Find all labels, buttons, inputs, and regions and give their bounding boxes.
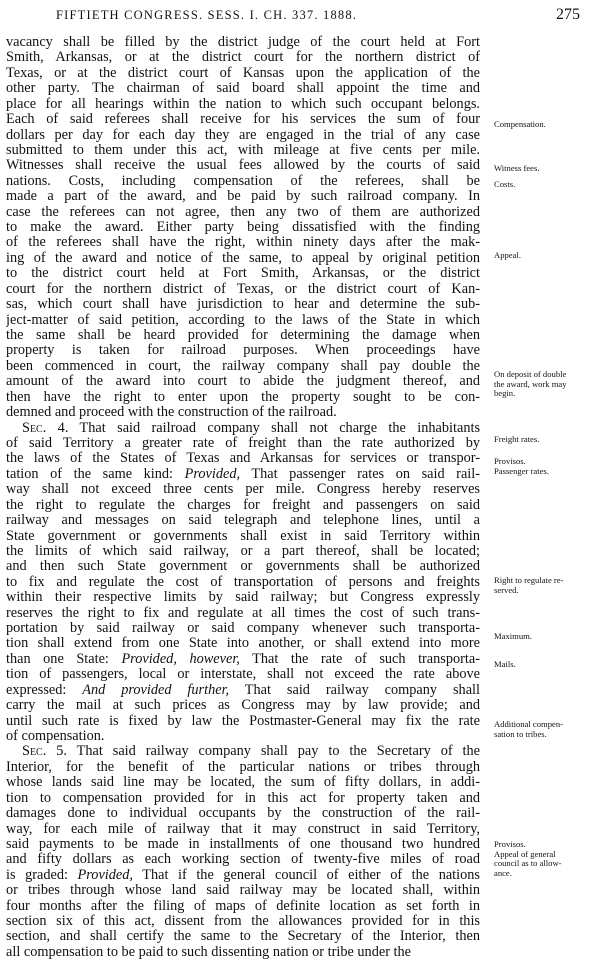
text-line (6, 390, 480, 405)
margin-note-line: Witness fees. (494, 163, 540, 173)
text-segment: State government or governments shall exist in said Territory within (6, 528, 480, 544)
text-segment: railway and messages on said telegraph and telephone lines, until a (6, 513, 480, 529)
text-line (6, 50, 480, 65)
text-segment: dollars per day for each day they are engaged in the trial of any case (6, 127, 480, 143)
margin-note (494, 720, 598, 739)
margin-note (494, 457, 598, 476)
text-segment: all compensation to be paid to such dissenting nation or tribe under the (6, 944, 411, 960)
text-line (6, 899, 480, 914)
text-line (6, 467, 480, 482)
text-segment: That said railway company shall pay to the Secretary of the (66, 744, 480, 760)
text-segment: tion of passengers, local or interstate, shall not exceed the rate above (6, 667, 480, 683)
text-line (6, 621, 480, 636)
text-line (6, 112, 480, 127)
text-segment: to fix and regulate the cost of transportation of persons and freights (6, 574, 480, 590)
margin-note (494, 840, 598, 878)
text-segment: way shall not exceed three cents per mile. Congress hereby reserves (6, 482, 480, 498)
text-segment: to make the award. Either party being dissatisfied with the finding (6, 220, 480, 236)
text-segment: vacancy shall be filled by the district judge of the court held at Fort (6, 35, 480, 50)
text-segment: of compensation. (6, 728, 105, 744)
text-segment: damages done to individual occupants by the construction of the rail- (6, 806, 480, 822)
text-segment: until such rate is fixed by law the Postmaster-General may fix the rate (6, 713, 480, 729)
margin-note (494, 251, 598, 261)
text-line (6, 405, 480, 420)
margin-note-line: Freight rates. (494, 434, 540, 444)
text-line (6, 544, 480, 559)
text-line (6, 606, 480, 621)
margin-note-line: ance. (494, 867, 512, 878)
text-segment: case the referees can not agree, then any two of them are authorized (6, 204, 480, 220)
margin-note-line: Appeal of general (494, 848, 556, 859)
text-segment: ing of the award and notice of the same, to appeal by original petition (6, 250, 480, 266)
text-segment: way, for each mile of railway that it may construct in said Territory, (6, 821, 480, 837)
text-line (6, 451, 480, 466)
text-segment: Each of said referees shall receive for his services the sum of four (6, 112, 480, 128)
text-line (6, 868, 480, 883)
text-line (6, 421, 480, 436)
text-segment: of the referees shall have the right, within ninety days after the mak- (6, 235, 480, 251)
text-segment: is graded: (6, 867, 78, 883)
text-segment: Witnesses shall receive the usual fees allowed by the courts of said (6, 158, 480, 174)
margin-note (494, 164, 598, 174)
text-line (6, 945, 480, 960)
text-segment: to the district court held at Fort Smith, Arkansas, or the district (6, 266, 480, 282)
text-segment: sas, which court shall have jurisdiction to hear and determine the sub- (6, 297, 480, 313)
text-line (6, 883, 480, 898)
text-line (6, 852, 480, 867)
text-segment: or tribes through whose land said railway may be located shall, within (6, 883, 480, 899)
margin-note-line: On deposit of double (494, 369, 567, 379)
margin-note-line: Right to regulate re- (494, 575, 564, 585)
text-line (6, 652, 480, 667)
proviso-term: Provided, however, (121, 651, 240, 667)
text-line (6, 174, 480, 189)
section-heading: Sec. 5. (22, 744, 67, 760)
text-line (6, 328, 480, 343)
text-segment: than one State: (6, 651, 122, 667)
margin-note-line: served. (494, 584, 519, 595)
text-line (6, 714, 480, 729)
text-segment: That said railway company shall (229, 682, 480, 698)
text-line (6, 791, 480, 806)
text-segment: nations. Costs, including compensation of the referees, shall be (6, 173, 480, 189)
text-segment: carry the mail at such prices as Congress may by law provide; and (6, 698, 480, 714)
margin-note-line: the award, work may (494, 378, 567, 389)
text-line (6, 914, 480, 929)
proviso-term: And provided further, (82, 682, 230, 698)
text-line (6, 297, 480, 312)
text-line (6, 251, 480, 266)
margin-note-line: sation to tribes. (494, 728, 547, 739)
text-line (6, 929, 480, 944)
text-line (6, 143, 480, 158)
text-segment: place for all hearings within the nation to which such occupant belongs. (6, 96, 480, 112)
margin-note-line: Provisos. (494, 839, 526, 849)
text-segment: That said railroad company shall not charge the inhabitants (68, 420, 480, 436)
text-segment: tation of the same kind: (6, 466, 185, 482)
text-line (6, 498, 480, 513)
text-segment: been commenced in court, the railway company shall pay double the (6, 358, 480, 374)
margin-note (494, 180, 598, 190)
text-line (6, 35, 480, 50)
margin-note-line: Additional compen- (494, 719, 563, 729)
text-segment: and fifty dollars as each working section of twenty-five miles of road (6, 852, 480, 868)
text-segment: property is taken for railroad purposes. When proceedings have (6, 343, 480, 359)
text-segment: then have the right to enter upon the property sought to be con- (6, 389, 480, 405)
text-segment: section, and shall certify the same to the Secretary of the Interior, then (6, 929, 480, 945)
text-segment: That if the general council of either of the nations (132, 867, 480, 883)
text-line (6, 436, 480, 451)
statute-text-column (6, 35, 480, 960)
text-line (6, 636, 480, 651)
text-line (6, 482, 480, 497)
margin-note-line: Provisos. (494, 456, 526, 466)
text-line (6, 744, 480, 759)
text-line (6, 282, 480, 297)
text-line (6, 529, 480, 544)
text-segment: whose lands said line may be located, the sum of fifty dollars, in addi- (6, 775, 480, 791)
text-segment: Interior, for the benefit of the particular nations or tribes through (6, 759, 480, 775)
text-line (6, 128, 480, 143)
text-segment: ject-matter of said petition, according to the laws of the State in which (6, 312, 480, 328)
text-segment: tion shall extend from one State into another, or shall extend into more (6, 636, 480, 652)
text-line (6, 729, 480, 744)
text-line (6, 343, 480, 358)
page-number: 275 (556, 6, 580, 23)
margin-note-line: council as to allow- (494, 858, 562, 869)
text-segment: section six of this act, dissent from the allowances provided for in this (6, 914, 480, 930)
text-line (6, 313, 480, 328)
margin-note-line: Compensation. (494, 119, 546, 129)
text-line (6, 235, 480, 250)
text-segment: and then such State government or governments shall be authorized (6, 559, 480, 575)
text-segment: other party. The chairman of said board shall appoint the time and (6, 81, 480, 97)
text-segment: Texas, or at the district court of Kansas upon the application of the (6, 65, 480, 81)
margin-note-line: Passenger rates. (494, 465, 549, 476)
text-segment: amount of the award into court to abide the judgment thereof, and (6, 374, 480, 390)
text-line (6, 559, 480, 574)
margin-note (494, 576, 598, 595)
text-segment: Smith, Arkansas, or at the district court for the northern district of (6, 50, 480, 66)
text-segment: within their respective limits by said railway; but Congress expressly (6, 590, 480, 606)
text-line (6, 97, 480, 112)
text-line (6, 822, 480, 837)
margin-note-line: Appeal. (494, 250, 521, 260)
text-line (6, 359, 480, 374)
text-segment: court for the northern district of Texas, or the district court of Kan- (6, 281, 480, 297)
text-segment: the right to regulate the charges for freight and passengers on said (6, 497, 480, 513)
text-segment: made a part of the award, and be paid by such railroad company. In (6, 189, 480, 205)
text-line (6, 590, 480, 605)
text-line (6, 205, 480, 220)
text-segment: said payments to be made in installments of one thousand two hundred (6, 836, 480, 852)
text-segment: the limits of which said railway, or a part thereof, shall be located; (6, 543, 480, 559)
margin-note-line: begin. (494, 388, 516, 399)
text-line (6, 374, 480, 389)
text-line (6, 189, 480, 204)
text-segment: of said Territory a greater rate of freight than the rate authorized by (6, 435, 480, 451)
text-segment: expressed: (6, 682, 83, 698)
text-line (6, 806, 480, 821)
proviso-term: Provided, (77, 867, 133, 883)
text-segment: submitted to them under this act, with mileage at five cents per mile. (6, 142, 480, 158)
text-line (6, 266, 480, 281)
text-line (6, 575, 480, 590)
text-line (6, 158, 480, 173)
text-line (6, 775, 480, 790)
section-heading: Sec. 4. (22, 420, 69, 436)
running-title: FIFTIETH CONGRESS. SESS. I. CH. 337. 1888. (56, 8, 358, 22)
margin-note-line: Mails. (494, 659, 516, 669)
margin-note (494, 660, 598, 670)
text-segment: portation by said railway or said company whenever such transporta- (6, 621, 480, 637)
proviso-term: Provided, (184, 466, 241, 482)
text-line (6, 513, 480, 528)
running-header (0, 6, 600, 26)
margin-note (494, 120, 598, 130)
text-segment: four months after the filing of maps of definite location as set forth in (6, 898, 480, 914)
text-line (6, 81, 480, 96)
margin-note (494, 435, 598, 445)
text-segment: the laws of the States of Texas and Arkansas for services or transpor- (6, 451, 480, 467)
text-line (6, 683, 480, 698)
text-line (6, 66, 480, 81)
margin-note-line: Maximum. (494, 631, 532, 641)
text-line (6, 220, 480, 235)
text-segment: reserves the right to fix and regulate at all times the cost of such trans- (6, 605, 480, 621)
text-segment: That the rate of such transporta- (239, 651, 480, 667)
margin-note (494, 370, 598, 399)
text-segment: the same shall be heard provided for determining the damage when (6, 328, 480, 344)
text-line (6, 698, 480, 713)
margin-note (494, 632, 598, 642)
margin-note-line: Costs. (494, 179, 516, 189)
text-segment: tion to compensation provided for in this act for property taken and (6, 790, 480, 806)
text-segment: That passenger rates on said rail- (240, 466, 480, 482)
text-line (6, 667, 480, 682)
text-line (6, 760, 480, 775)
text-line (6, 837, 480, 852)
text-segment: demned and proceed with the construction of the railroad. (6, 405, 337, 421)
